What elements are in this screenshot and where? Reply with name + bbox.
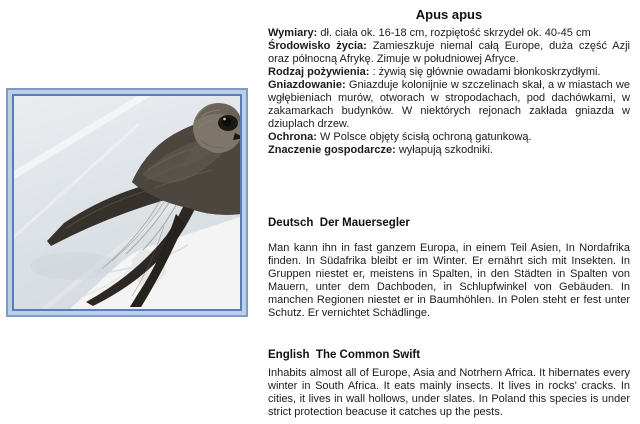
polish-text: Zamieszkuje niemal całą Europe, duża część Azji oraz północną Afrykę. Zimuje w południowej Afryce. — [268, 40, 630, 65]
polish-item-dimensions — [268, 27, 630, 40]
polish-label: Ochrona: — [268, 131, 317, 143]
english-section-body: Inhabits almost all of Europe, Asia and Notrhern Africa. It hibernates every winter in South Africa. It eats mainly insects. It lives in rocks' cracks. In cities, it lives in wall hollows, under slates. In Poland this species is under strict protection beacuse it catches up the pests. — [268, 367, 630, 418]
polish-item-protection — [268, 131, 630, 144]
bird-photo-frame — [6, 88, 248, 317]
polish-info-section — [268, 27, 630, 157]
german-section-heading: Deutsch Der Mauersegler — [268, 217, 410, 229]
page-title: Apus apus — [415, 7, 483, 22]
polish-item-habitat — [268, 40, 630, 66]
polish-item-economic — [268, 144, 630, 157]
polish-text: dł. ciała ok. 16-18 cm, rozpiętość skrzydeł ok. 40-45 cm — [317, 27, 591, 39]
polish-text: Gniazduje kolonijnie w szczelinach skał, a w miastach we wgłębieniach murów, otworach w stropodachach, pod dachówkami, w zakamarkach budynków. W niektórych rejonach zakłada gniazda w dziuplach drzew. — [268, 79, 630, 130]
polish-text: wyłapują szkodniki. — [395, 144, 493, 156]
polish-label: Środowisko życia: — [268, 40, 367, 52]
polish-item-nesting — [268, 79, 630, 131]
german-section-body: Man kann ihn in fast ganzem Europa, in einem Teil Asien, In Nordafrika finden. In Südafrika bleibt er im Winter. Er ernährt sich mit Insekten. In Gruppen niestet er, meistens in Spalten, in den Städten in Spalten von Mauern, unter dem Dachboden, in Schlupfwinkel von Gebäuden. In manchen Regionen niestet er in Baumhöhlen. In Polen steht er fest unter Schutz. Er vernichtet Schädlinge. — [268, 242, 630, 319]
polish-text: : żywią się głównie owadami błonkoskrzydłymi. — [369, 66, 601, 78]
bird-photo — [12, 94, 242, 311]
english-section-heading: English The Common Swift — [268, 349, 421, 361]
polish-label: Znaczenie gospodarcze: — [268, 144, 396, 156]
polish-label: Gniazdowanie: — [268, 79, 346, 91]
polish-label: Wymiary: — [268, 27, 318, 39]
polish-label: Rodzaj pożywienia: — [268, 66, 370, 78]
swift-bird-illustration — [14, 96, 240, 309]
polish-item-food — [268, 66, 630, 79]
polish-text: W Polsce objęty ścisłą ochroną gatunkową. — [316, 131, 532, 143]
